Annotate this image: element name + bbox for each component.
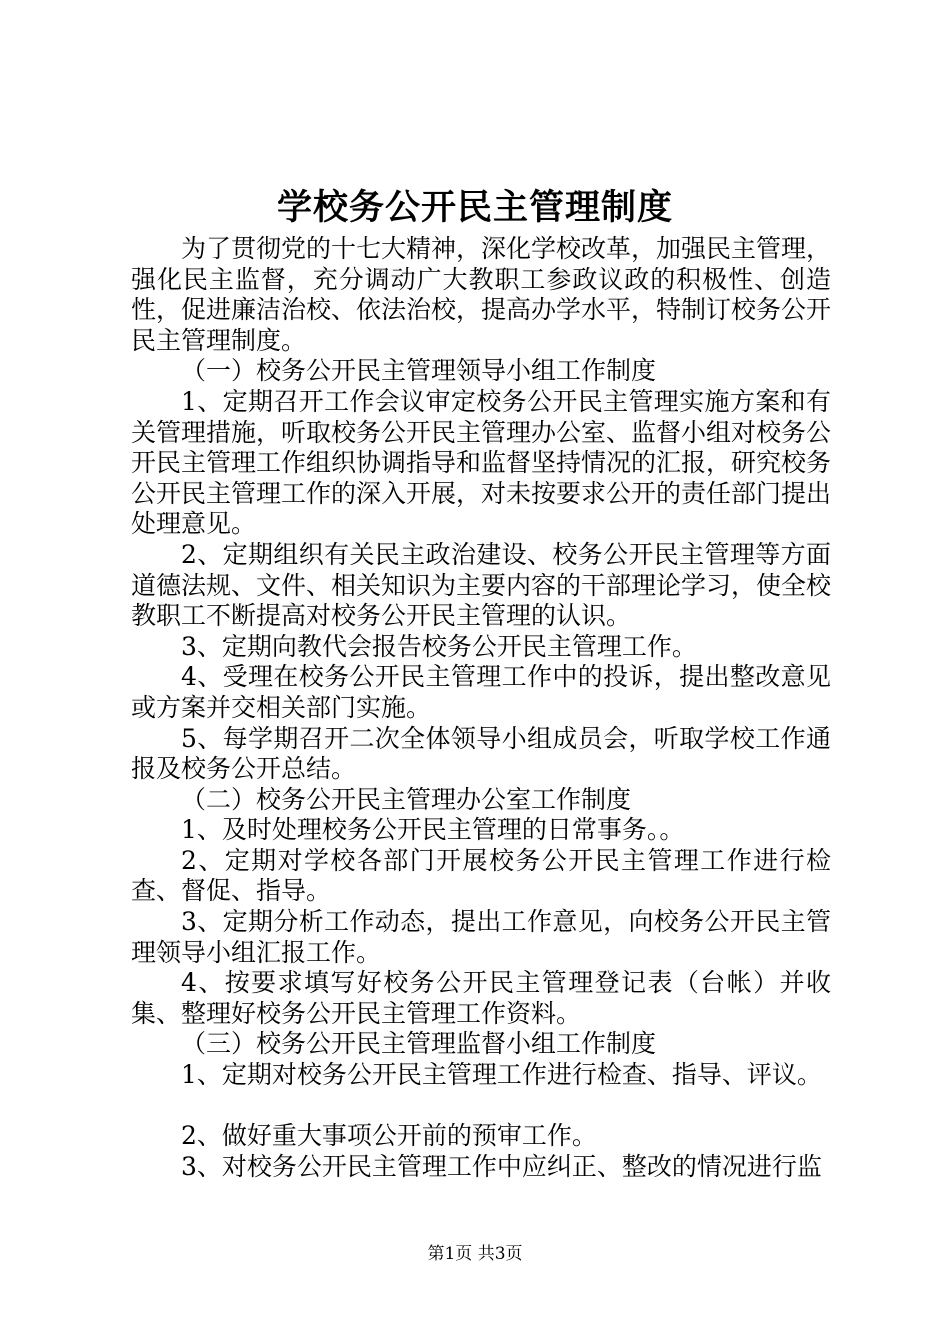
section-2-item-4: 4、按要求填写好校务公开民主管理登记表（台帐）并收集、整理好校务公开民主管理工作资料。 xyxy=(131,968,831,1028)
section-2-item-1: 1、及时处理校务公开民主管理的日常事务。。 xyxy=(181,815,685,845)
section-3-item-2: 2、做好重大事项公开前的预审工作。 xyxy=(181,1121,597,1151)
blank-line xyxy=(131,1091,831,1122)
section-1-item-1: 1、定期召开工作会议审定校务公开民主管理实施方案和有关管理措施，听取校务公开民主管理办公室、监督小组对校务公开民主管理工作组织协调指导和监督坚持情况的汇报，研究校务公开民主管理工作的深入开展，对未按要求公开的责任部门提出处理意见。 xyxy=(131,386,832,539)
document-body xyxy=(131,234,831,1182)
section-1-item-2: 2、定期组织有关民主政治建设、校务公开民主管理等方面道德法规、文件、相关知识为主要内容的干部理论学习，使全校教职工不断提高对校务公开民主管理的认识。 xyxy=(131,539,832,631)
section-2-item-2: 2、定期对学校各部门开展校务公开民主管理工作进行检查、督促、指导。 xyxy=(131,845,831,906)
section-2-item-3: 3、定期分析工作动态，提出工作意见，向校务公开民主管理领导小组汇报工作。 xyxy=(131,907,831,967)
section-1-item-5: 5、每学期召开二次全体领导小组成员会，听取学校工作通报及校务公开总结。 xyxy=(131,723,831,784)
section-3-item-3: 3、对校务公开民主管理工作中应纠正、整改的情况进行监 xyxy=(181,1151,822,1181)
document-title: 学校务公开民主管理制度 xyxy=(276,187,673,228)
section-heading-3: （三）校务公开民主管理监督小组工作制度 xyxy=(181,1029,657,1059)
intro-paragraph: 为了贯彻党的十七大精神，深化学校改革，加强民主管理，强化民主监督，充分调动广大教职工参政议政的积极性、创造性，促进廉洁治校、依法治校，提高办学水平，特制订校务公开民主管理制度。 xyxy=(131,234,832,355)
section-1-item-4: 4、受理在校务公开民主管理工作中的投诉，提出整改意见或方案并交相关部门实施。 xyxy=(131,662,831,722)
section-1-item-3: 3、定期向教代会报告校务公开民主管理工作。 xyxy=(181,631,697,661)
page-number: 第1页 共3页 xyxy=(427,1244,523,1264)
section-heading-1: （一）校务公开民主管理领导小组工作制度 xyxy=(181,356,657,386)
section-3-item-1: 1、定期对校务公开民主管理工作进行检查、指导、评议。 xyxy=(181,1060,822,1090)
section-heading-2: （二）校务公开民主管理办公室工作制度 xyxy=(181,784,632,814)
